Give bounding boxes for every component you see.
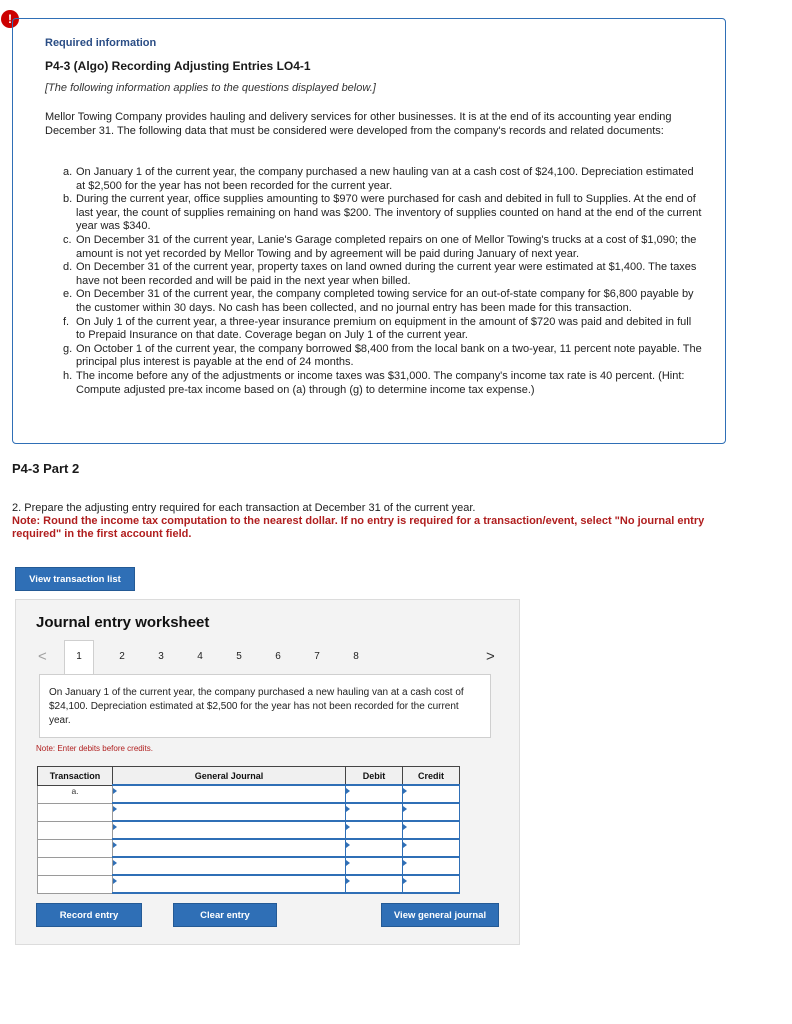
dropdown-marker-icon	[403, 878, 407, 884]
item-text: During the current year, office supplies amounting to $970 were purchased for cash and debited in full to Supplies. At the end of last year, the count of supplies remaining on hand was $200. The inventory of supplies counted on hand at the end of the current year was $340.	[76, 193, 702, 233]
required-information-panel	[12, 18, 726, 444]
table-row	[38, 857, 460, 875]
item-text: The income before any of the adjustments or income taxes was $31,000. The company's income tax rate is 40 percent. (Hint: Compute adjusted pre-tax income based on (a) through (g) to determine income tax expense.)	[76, 369, 685, 396]
item-label: e.	[63, 288, 73, 301]
tab-3[interactable]: 3	[158, 651, 164, 662]
list-item	[63, 166, 703, 193]
journal-entry-worksheet	[15, 599, 520, 945]
tab-4[interactable]: 4	[197, 651, 203, 662]
item-label: c.	[63, 233, 72, 246]
account-input[interactable]	[113, 857, 346, 875]
dropdown-marker-icon	[113, 806, 117, 812]
debit-input[interactable]	[346, 839, 403, 857]
instruction-text: 2. Prepare the adjusting entry required for each transaction at December 31 of the current year.	[12, 502, 476, 514]
item-text: On July 1 of the current year, a three-year insurance premium on equipment in the amount of $720 was paid and debited in full to Prepaid Insurance on that date. Coverage began on July 1 of the current year.	[76, 315, 692, 342]
chevron-left-icon[interactable]: <	[38, 648, 47, 665]
dropdown-marker-icon	[403, 788, 407, 794]
item-text: On December 31 of the current year, Lanie's Garage completed repairs on one of Mellor Towing's trucks at a cost of $1,090; the amount is not yet recorded by Mellor Towing and by agreement will be paid during January of next year.	[76, 233, 697, 260]
transaction-cell	[38, 839, 113, 857]
journal-entry-table	[37, 766, 460, 894]
dropdown-marker-icon	[403, 824, 407, 830]
problem-title: P4-3 (Algo) Recording Adjusting Entries LO4-1	[45, 59, 311, 73]
item-text: On January 1 of the current year, the company purchased a new hauling van at a cash cost of $24,100. Depreciation estimated at $2,500 for the year has not been recorded for the current year.	[76, 166, 694, 192]
col-transaction: Transaction	[38, 767, 113, 786]
item-label: g.	[63, 342, 73, 355]
item-label: d.	[63, 261, 73, 274]
col-debit: Debit	[346, 767, 403, 786]
list-item	[63, 261, 703, 288]
transaction-description: On January 1 of the current year, the company purchased a new hauling van at a cash cost of $24,100. Depreciation estimated at $2,500 for the year has not been recorded for the current year.	[39, 674, 491, 738]
transaction-cell	[38, 803, 113, 821]
list-item	[63, 288, 703, 315]
item-label: h.	[63, 369, 73, 382]
view-transaction-list-button[interactable]: View transaction list	[15, 567, 135, 591]
transaction-list	[63, 166, 703, 397]
tab-5[interactable]: 5	[236, 651, 242, 662]
table-row	[38, 803, 460, 821]
record-entry-button[interactable]: Record entry	[36, 903, 142, 927]
debit-input[interactable]	[346, 875, 403, 893]
dropdown-marker-icon	[113, 860, 117, 866]
dropdown-marker-icon	[403, 806, 407, 812]
alert-icon: !	[1, 10, 19, 28]
instruction-note: Note: Round the income tax computation to the nearest dollar. If no entry is required for a transaction/event, select "No journal entry required" in the first account field.	[12, 515, 705, 540]
dropdown-marker-icon	[346, 788, 350, 794]
table-row	[38, 821, 460, 839]
item-label: a.	[63, 166, 73, 178]
tab-8[interactable]: 8	[353, 651, 359, 662]
credit-input[interactable]	[403, 821, 460, 839]
list-item	[63, 234, 703, 261]
clear-entry-button[interactable]: Clear entry	[173, 903, 277, 927]
part-title: P4-3 Part 2	[12, 461, 80, 476]
credit-input[interactable]	[403, 875, 460, 893]
problem-intro: Mellor Towing Company provides hauling and delivery services for other businesses. It is at the end of its accounting year ending December 31. The following data that must be considered were developed from the company's records and related documents:	[45, 111, 672, 137]
debit-input[interactable]	[346, 821, 403, 839]
item-text: On October 1 of the current year, the company borrowed $8,400 from the local bank on a two-year, 11 percent note payable. The principal plus interest is payable at the end of 24 months.	[76, 342, 702, 369]
account-input[interactable]	[113, 785, 346, 803]
instructions	[12, 502, 717, 541]
credit-input[interactable]	[403, 785, 460, 803]
list-item	[63, 193, 703, 234]
item-label: f.	[63, 315, 70, 328]
enter-note: Note: Enter debits before credits.	[36, 744, 153, 753]
tab-1[interactable]: 1	[64, 640, 94, 676]
list-item	[63, 370, 703, 397]
dropdown-marker-icon	[403, 842, 407, 848]
transaction-cell	[38, 857, 113, 875]
account-input[interactable]	[113, 839, 346, 857]
dropdown-marker-icon	[346, 824, 350, 830]
account-input[interactable]	[113, 803, 346, 821]
transaction-cell: a.	[38, 785, 113, 803]
transaction-cell	[38, 821, 113, 839]
dropdown-marker-icon	[346, 842, 350, 848]
tab-6[interactable]: 6	[275, 651, 281, 662]
dropdown-marker-icon	[113, 824, 117, 830]
dropdown-marker-icon	[346, 878, 350, 884]
debit-input[interactable]	[346, 785, 403, 803]
worksheet-title: Journal entry worksheet	[36, 614, 210, 631]
col-general-journal: General Journal	[113, 767, 346, 786]
list-item	[63, 343, 703, 370]
dropdown-marker-icon	[113, 788, 117, 794]
debit-input[interactable]	[346, 857, 403, 875]
table-row	[38, 875, 460, 893]
credit-input[interactable]	[403, 839, 460, 857]
list-item	[63, 316, 703, 343]
account-input[interactable]	[113, 821, 346, 839]
account-input[interactable]	[113, 875, 346, 893]
required-information-label: Required information	[45, 37, 157, 49]
dropdown-marker-icon	[113, 842, 117, 848]
tab-2[interactable]: 2	[119, 651, 125, 662]
view-general-journal-button[interactable]: View general journal	[381, 903, 499, 927]
table-row	[38, 839, 460, 857]
dropdown-marker-icon	[113, 878, 117, 884]
credit-input[interactable]	[403, 803, 460, 821]
dropdown-marker-icon	[346, 860, 350, 866]
dropdown-marker-icon	[346, 806, 350, 812]
credit-input[interactable]	[403, 857, 460, 875]
item-text: On December 31 of the current year, the company completed towing service for an out-of-state company for $6,800 payable by the customer within 30 days. No cash has been collected, and no journal entry has been made for this transaction.	[76, 288, 694, 314]
chevron-right-icon[interactable]: >	[486, 648, 495, 665]
table-row	[38, 785, 460, 803]
info-note: [The following information applies to the questions displayed below.]	[45, 82, 376, 94]
col-credit: Credit	[403, 767, 460, 786]
debit-input[interactable]	[346, 803, 403, 821]
item-label: b.	[63, 193, 73, 206]
tab-7[interactable]: 7	[314, 651, 320, 662]
dropdown-marker-icon	[403, 860, 407, 866]
transaction-cell	[38, 875, 113, 893]
item-text: On December 31 of the current year, property taxes on land owned during the current year were estimated at $1,400. The taxes have not been recorded and will be paid in the next year when billed.	[76, 261, 697, 287]
